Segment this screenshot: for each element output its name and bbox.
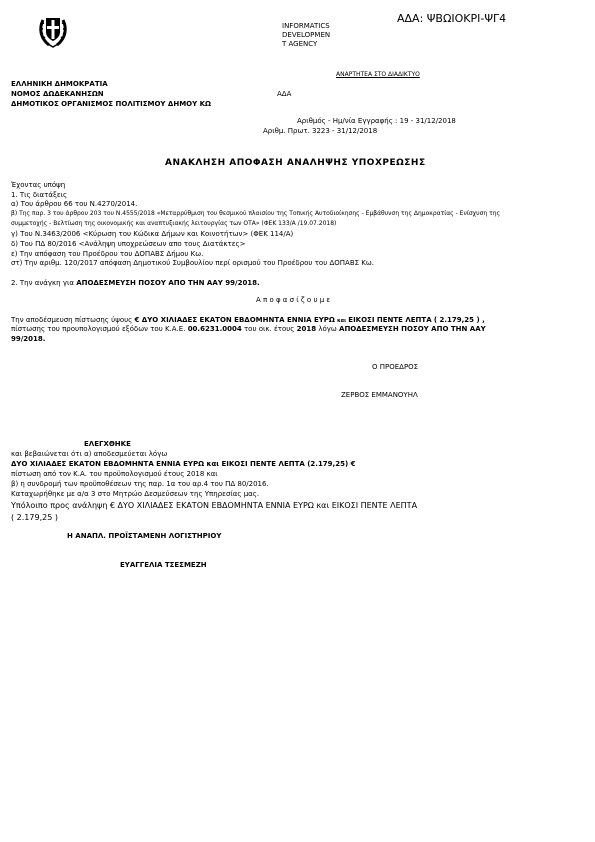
consideration-f: στ) Την αριθμ. 120/2017 απόφαση Δημοτικού Συμβουλίου περί ορισμού του Προέδρου του ΔΟΠΑΒΣ Κω. xyxy=(11,259,374,267)
consideration-b-cont: συμμετοχής - Βελτίωση της οικονομικής και αναπτυξιακής λειτουργίας των ΟΤΑ» (ΦΕΚ 133/Α /19.07.2018) xyxy=(11,220,337,227)
consideration-c: γ) Του Ν.3463/2006 <Κύρωση του Κώδικα Δήμων και Κοινοτήτων> (ΦΕΚ 114/Α) xyxy=(11,230,294,238)
checked-line-1: και βεβαιώνεται ότι α) αποδεσμεύεται λόγω xyxy=(11,450,168,458)
decision-year: 2018 xyxy=(296,325,317,333)
accounting-name: ΕΥΑΓΓΕΛΙΑ ΤΣΕΣΜΕΖΗ xyxy=(120,561,207,569)
president-title: Ο ΠΡΟΕΔΡΟΣ xyxy=(372,363,419,371)
accounting-title: Η ΑΝΑΠΛ. ΠΡΟΪΣΤΑΜΕΝΗ ΛΟΓΙΣΤΗΡΙΟΥ xyxy=(67,532,222,540)
issuer-line-3: ΔΗΜΟΤΙΚΟΣ ΟΡΓΑΝΙΣΜΟΣ ΠΟΛΙΤΙΣΜΟΥ ΔΗΜΟΥ ΚΩ xyxy=(11,100,211,108)
issuer-line-1: ΕΛΛΗΝΙΚΗ ΔΗΜΟΚΡΑΤΙΑ xyxy=(11,80,108,88)
decision-line-2 xyxy=(11,325,486,333)
protocol-number: Αριθμ. Πρωτ. 3223 - 31/12/2018 xyxy=(263,127,378,135)
registration-number: Αριθμός - Ημ/νία Εγγραφής : 19 - 31/12/2018 xyxy=(297,117,456,125)
decision-amount-num: ( 2.179,25 ) , xyxy=(433,316,485,324)
checked-line-3: πίστωση από τον Κ.Α. του προϋπολογισμού έτους 2018 και xyxy=(11,470,218,478)
consideration-item-2 xyxy=(11,279,260,287)
item-2-prefix: 2. Την ανάγκη για xyxy=(11,279,74,287)
ada-label: ΑΔΑ xyxy=(277,90,292,98)
ida-line-1: INFORMATICS xyxy=(282,22,330,30)
item-2-bold: ΑΠΟΔΕΣΜΕΥΣΗ ΠΟΣΟΥ ΑΠΟ ΤΗΝ ΑΑΥ 99/2018. xyxy=(76,279,260,287)
checked-line-4: β) η συνδρομή των προϋποθέσεων της παρ. 1α του αρ.4 του ΠΔ 80/2016. xyxy=(11,480,269,488)
president-name: ΖΕΡΒΟΣ ΕΜΜΑΝΟΥΗΛ xyxy=(341,391,418,399)
document-title: ΑΝΑΚΛΗΣΗ ΑΠΟΦΑΣΗ ΑΝΑΛΗΨΗΣ ΥΠΟΧΡΕΩΣΗΣ xyxy=(165,158,426,168)
posting-note: ΑΝΑΡΤΗΤΕΑ ΣΤΟ ΔΙΑΔΙΚΤΥΟ xyxy=(336,71,420,78)
decision-line-2-part-3: λόγω xyxy=(318,325,337,333)
remaining-number: ( 2.179,25 ) xyxy=(11,513,58,522)
decision-kae: 00.6231.0004 xyxy=(187,325,242,333)
consideration-e: ε) Την απόφαση του Προέδρου του ΔΟΠΑΒΣ Δήμου Κω. xyxy=(11,250,204,258)
decision-part-1: Την αποδέσμευση πίστωσης ύψους xyxy=(11,316,133,324)
checked-amount-line: ΔΥΟ ΧΙΛΙΑΔΕΣ ΕΚΑΤΟΝ ΕΒΔΟΜΗΝΤΑ ΕΝΝΙΑ ΕΥΡΩ και ΕΙΚΟΣΙ ΠΕΝΤΕ ΛΕΠΤΑ (2.179,25) € xyxy=(11,460,356,468)
consideration-a: α) Του άρθρου 66 του Ν.4270/2014. xyxy=(11,200,138,208)
greek-emblem-icon xyxy=(37,12,69,48)
decision-line-2-part-2: του οικ. έτους xyxy=(243,325,295,333)
decision-amount-words: € ΔΥΟ ΧΙΛΙΑΔΕΣ ΕΚΑΤΟΝ ΕΒΔΟΜΗΝΤΑ ΕΝΝΙΑ ΕΥΡΩ xyxy=(134,316,335,324)
issuer-line-2: ΝΟΜΟΣ ΔΩΔΕΚΑΝΗΣΩΝ xyxy=(11,90,104,98)
considerations-item-1: 1. Τις διατάξεις xyxy=(11,191,68,199)
decision-kai: και xyxy=(337,318,347,324)
considerations-intro: Έχοντας υπόψη xyxy=(11,181,66,189)
ada-header: ΑΔΑ: ΨΒΩΙΟΚΡΙ-ΨΓ4 xyxy=(397,12,507,25)
decision-line-2-part-1: πίστωσης του προυπολογισμού εξόδων του Κ.Α.Ε. xyxy=(11,325,186,333)
remaining-line: Υπόλοιπο προς ανάληψη € ΔΥΟ ΧΙΛΙΑΔΕΣ ΕΚΑΤΟΝ ΕΒΔΟΜΗΝΤΑ ΕΝΝΙΑ ΕΥΡΩ και ΕΙΚΟΣΙ ΠΕΝΤΕ ΛΕΠΤΑ xyxy=(11,501,418,510)
consideration-b: β) Της παρ. 3 του άρθρου 203 του Ν.4555/2018 «Μεταρρύθμιση του θεσμικού πλαισίου της Τοπικής Αυτοδιοίκησης - Εμβάθυνση της Δημοκρατίας - Ενίσχυση της xyxy=(11,210,501,217)
decision-line-2-bold: ΑΠΟΔΕΣΜΕΥΣΗ ΠΟΣΟΥ ΑΠΟ ΤΗΝ ΑΑΥ xyxy=(339,325,486,333)
decision-line-1 xyxy=(11,316,485,324)
ida-label xyxy=(282,22,330,49)
checked-heading: ΕΛΕΓΧΘΗΚΕ xyxy=(84,440,131,448)
decides-heading: Α π ο φ α σ ί ζ ο υ μ ε xyxy=(256,296,331,304)
decision-amount-words-2: ΕΙΚΟΣΙ ΠΕΝΤΕ ΛΕΠΤΑ xyxy=(348,316,432,324)
decision-line-3: 99/2018. xyxy=(11,335,46,343)
checked-line-5: Καταχωρήθηκε με α/α 3 στο Μητρώο Δεσμεύσεων της Υπηρεσίας μας. xyxy=(11,490,260,498)
consideration-d: δ) Του ΠΔ 80/2016 <Ανάληψη υποχρεώσεων απο τους Διατάκτες> xyxy=(11,240,246,248)
ida-line-2: DEVELOPMEN xyxy=(282,31,331,39)
ida-line-3: T AGENCY xyxy=(282,40,318,48)
